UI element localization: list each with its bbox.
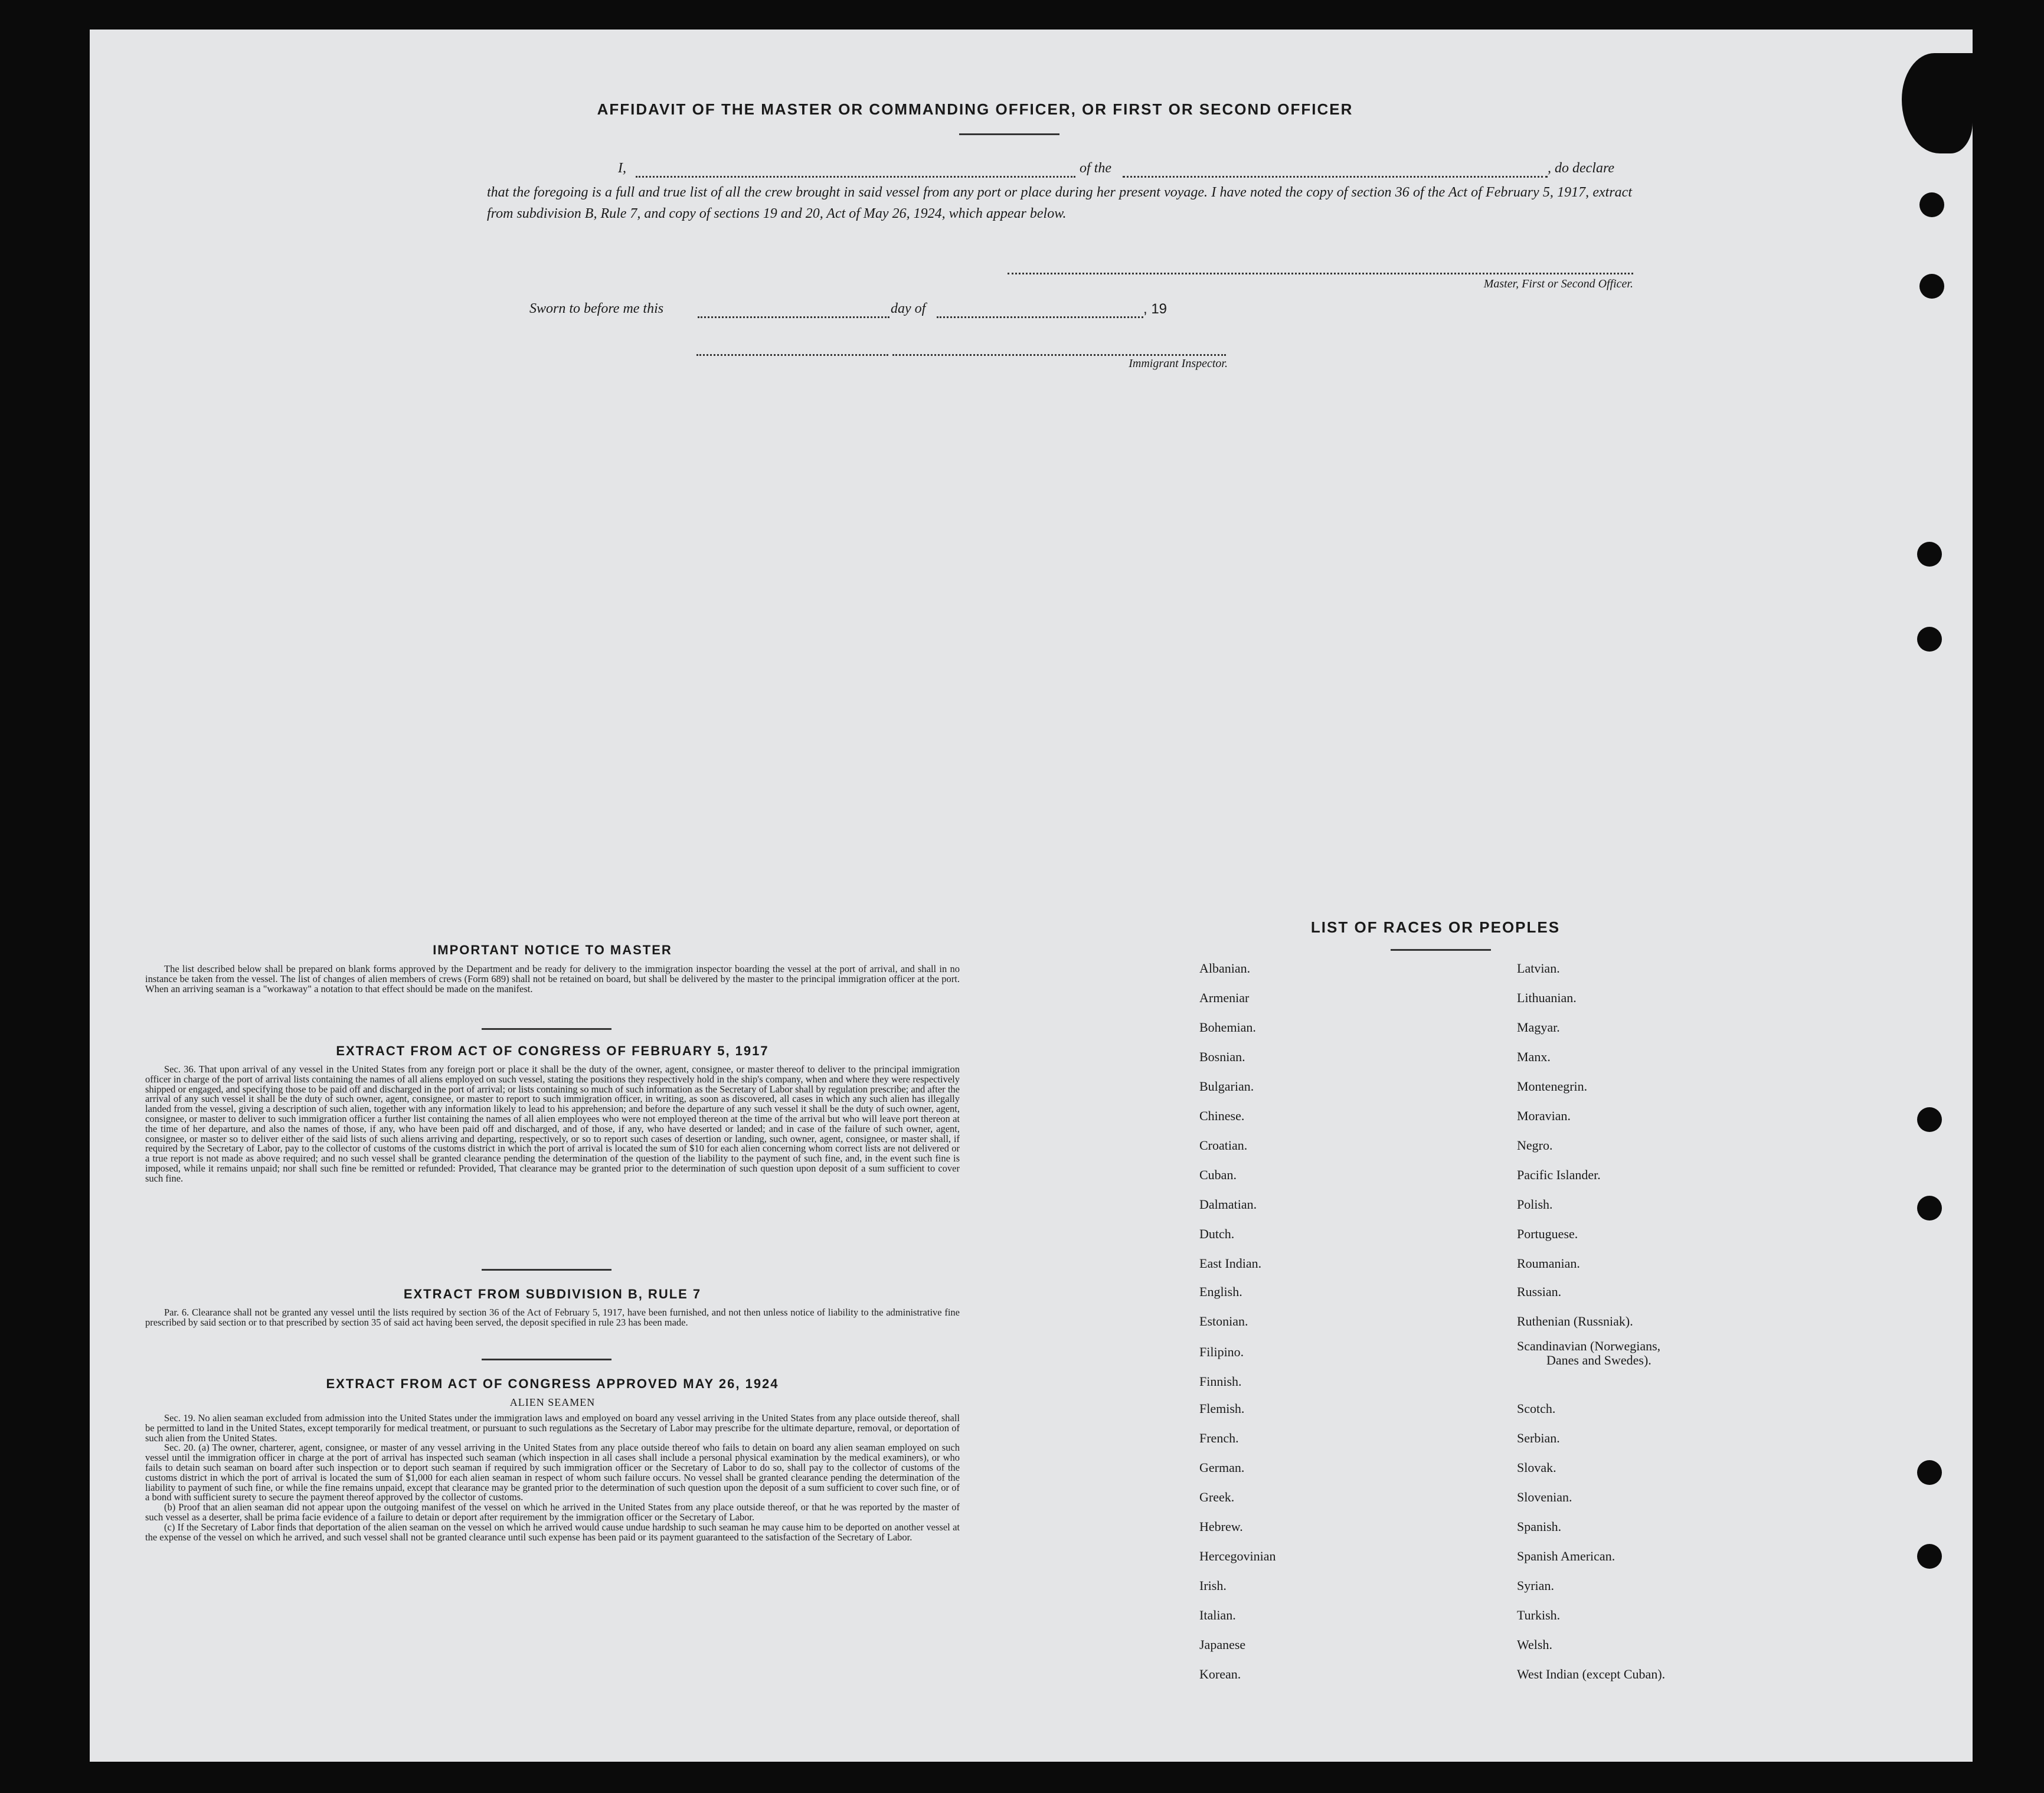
notice-title: IMPORTANT NOTICE TO MASTER: [433, 943, 672, 957]
section-rule-2: [482, 1269, 611, 1271]
affidavit-body: that the foregoing is a full and true list of all the crew brought in said vessel from any port or place during her present voyage. I have noted the copy of section 36 of the Act of February 5, 1917, extract from subdivision B, Rule 7, and copy of sections 19 and 20, Act of May 26, 1924, which appear below.: [487, 185, 1632, 221]
race-item: Cuban.: [1199, 1167, 1237, 1182]
race-item: Scotch.: [1517, 1401, 1556, 1416]
race-item: Moravian.: [1517, 1108, 1571, 1123]
binder-hole-2: [1919, 274, 1944, 299]
vessel-name-field[interactable]: [1123, 176, 1548, 178]
alien-seamen-subtitle: ALIEN SEAMEN: [509, 1396, 596, 1408]
extract-1924-title: EXTRACT FROM ACT OF CONGRESS APPROVED MAY 26, 1924: [326, 1376, 779, 1391]
race-item: Magyar.: [1517, 1020, 1560, 1035]
race-item: Scandinavian (Norwegians,: [1517, 1339, 1661, 1353]
race-item: French.: [1199, 1431, 1239, 1445]
race-item: Lithuanian.: [1517, 990, 1577, 1005]
rule7-text: [145, 1308, 960, 1328]
section-36-paragraph: Sec. 36. That upon arrival of any vessel in the United States from any foreign port or place it shall be the duty of the owner, agent, consignee, or master thereof to deliver to the principal immigration officer in charge of the port of arrival lists containing the names of all aliens employed on such vessel, stating the positions they respectively hold in the ship's company, when and where they were respectively shipped or engaged, and specifying those to be paid off and discharged in the port of arrival; or lists containing so much of such information as the Secretary of Labor shall by regulation prescribe; and after the arrival of any such vessel it shall be the duty of such owner, agent, consignee, or master to report to such immigration officer, in writing, as soon as discovered, all cases in which any such alien has illegally landed from the vessel, giving a description of such alien, together with any information likely to lead to his apprehension; and before the departure of any such vessel it shall be the duty of such owner, agent, consignee, or master to deliver to such immigration officer a further list containing the names of all alien employees who were not employed thereon at the time of the arrival but who will leave port thereon at the time of her departure, and also the names of those, if any, who have been paid off and discharged, and of those, if any, who have deserted or landed; and in case of the failure of such owner, agent, consignee, or master so to deliver either of the said lists of such aliens arriving and departing, respectively, or so to report such cases of desertion or landing, such owner, agent, consignee, or master shall, if required by the Secretary of Labor, pay to the collector of customs of the customs district in which the port of arrival is located the sum of $10 for each alien concerning whom correct lists are not delivered or a true report is not made as above required; and no such vessel shall be granted clearance pending the determination of the question of the liability to the payment of such fine, and, in the event such fine is imposed, while it remains unpaid; nor shall such fine be remitted or refunded: Provided, That clearance may be granted prior to the determination of such question upon deposit of a sum sufficient to cover such fine.: [145, 1064, 960, 1184]
torn-corner-mark: [1902, 53, 1973, 153]
races-title: LIST OF RACES OR PEOPLES: [1310, 918, 1561, 936]
race-item: Turkish.: [1517, 1608, 1561, 1622]
sworn-line: [529, 301, 1297, 322]
form-page: [90, 30, 1973, 1762]
race-item: Korean.: [1199, 1667, 1241, 1681]
race-item: Latvian.: [1517, 961, 1560, 976]
declarant-name-field[interactable]: [636, 176, 1075, 178]
race-item: East Indian.: [1199, 1256, 1262, 1271]
race-item: Flemish.: [1199, 1401, 1245, 1416]
race-item: Armeniar: [1199, 990, 1250, 1005]
race-item: Dutch.: [1199, 1226, 1235, 1241]
affidavit-of-label: of the: [1080, 161, 1111, 176]
affidavit-declare-label: , do declare: [1548, 161, 1615, 176]
race-item: Finnish.: [1199, 1374, 1242, 1389]
race-item: Chinese.: [1199, 1108, 1245, 1123]
binder-hole-6: [1917, 1196, 1942, 1221]
section-rule-1: [482, 1028, 611, 1030]
title-rule: [959, 133, 1059, 135]
day-of-label: day of: [891, 301, 926, 316]
race-item: Slovak.: [1517, 1460, 1556, 1475]
race-item: Welsh.: [1517, 1637, 1552, 1652]
inspector-caption: Immigrant Inspector.: [1129, 357, 1228, 370]
race-item: West Indian (except Cuban).: [1517, 1667, 1666, 1681]
section-20b-paragraph: (b) Proof that an alien seaman did not appear upon the outgoing manifest of the vessel on which he arrived in the United States from any place outside thereof, or that he was reported by the master of such vessel as a deserter, shall be prima facie evidence of a failure to detain or deport after requirement by the immigration officer or the Secretary of Labor.: [145, 1501, 960, 1523]
binder-hole-8: [1917, 1544, 1942, 1569]
affidavit-line1: [529, 161, 1633, 182]
races-title-rule: [1391, 949, 1491, 951]
race-item: Croatian.: [1199, 1138, 1248, 1153]
race-item: Portuguese.: [1517, 1226, 1578, 1241]
extract-1917-text: [145, 1065, 960, 1184]
extract-1917-title: EXTRACT FROM ACT OF CONGRESS OF FEBRUARY 5, 1917: [336, 1043, 769, 1058]
race-item: Roumanian.: [1517, 1256, 1580, 1271]
affidavit-title: AFFIDAVIT OF THE MASTER OR COMMANDING OFFICER, OR FIRST OR SECOND OFFICER: [597, 100, 1353, 118]
inspector-signature-field-a[interactable]: [696, 354, 888, 356]
binder-hole-7: [1917, 1460, 1942, 1485]
race-item: Danes and Swedes).: [1546, 1353, 1651, 1367]
race-item: Pacific Islander.: [1517, 1167, 1601, 1182]
paragraph-6: Par. 6. Clearance shall not be granted any vessel until the lists required by section 36 of the Act of February 5, 1917, have been furnished, and not then unless notice of liability to the administrative fine prescribed by said section or to that prescribed by section 35 of said act having been served, the deposit specified in rule 23 has been made.: [145, 1307, 960, 1328]
section-rule-3: [482, 1359, 611, 1360]
race-item: Bosnian.: [1199, 1049, 1245, 1064]
inspector-signature-field-b[interactable]: [892, 354, 1226, 356]
race-item: Hercegovinian: [1199, 1549, 1276, 1563]
notice-paragraph: The list described below shall be prepared on blank forms approved by the Department and be ready for delivery to the immigration inspector boarding the vessel at the port of arrival, and shall in no instance be taken from the vessel. The list of changes of alien members of crews (Form 689) shall not be retained on board, but shall be delivered by the master to the principal immigration officer at the port. When an arriving seaman is a "workaway" a notation to that effect should be made on the manifest.: [145, 963, 960, 994]
section-20a-paragraph: Sec. 20. (a) The owner, charterer, agent, consignee, or master of any vessel arriving in the United States from any place outside thereof who fails to detain on board any alien seaman employed on such vessel until the immigration officer in charge at the port of arrival has inspected such seaman (which inspection in all cases shall include a personal physical examination by the medical examiners), or who fails to detain such seaman on board after such inspection or to deport such seaman if required by such immigration officer or the Secretary of Labor to do so, shall pay to the collector of customs of the customs district in which the port of arrival is located the sum of $1,000 for each alien seaman in respect of whom such failure occurs. No vessel shall be granted clearance pending the determination of the liability to payment of such fine, or while the fine remains unpaid, except that clearance may be granted prior to the determination of such question upon the deposit of a sum sufficient to cover such fine, or of a bond with sufficient surety to secure the payment thereof approved by the collector of customs.: [145, 1442, 960, 1503]
race-item: Spanish.: [1517, 1519, 1562, 1534]
race-item: Italian.: [1199, 1608, 1236, 1622]
race-item: Russian.: [1517, 1284, 1562, 1299]
race-item: Bohemian.: [1199, 1020, 1256, 1035]
race-item: Montenegrin.: [1517, 1079, 1588, 1094]
section-19-paragraph: Sec. 19. No alien seaman excluded from admission into the United States under the immigration laws and employed on board any vessel arriving in the United States from any place outside thereof, shall be permitted to land in the United States, except temporarily for medical treatment, or pursuant to such regulations as the Secretary of Labor may prescribe for the ultimate departure, removal, or deportation of such alien from the United States.: [145, 1412, 960, 1444]
sworn-month-field[interactable]: [937, 316, 1143, 318]
sworn-label: Sworn to before me this: [529, 301, 664, 316]
race-item: Slovenian.: [1517, 1490, 1572, 1504]
race-item: Manx.: [1517, 1049, 1551, 1064]
race-item: Negro.: [1517, 1138, 1553, 1153]
race-item: Ruthenian (Russniak).: [1517, 1314, 1633, 1329]
race-item: Greek.: [1199, 1490, 1235, 1504]
rule7-title: EXTRACT FROM SUBDIVISION B, RULE 7: [403, 1287, 702, 1301]
race-item: German.: [1199, 1460, 1245, 1475]
race-item: Spanish American.: [1517, 1549, 1615, 1563]
year-label: , 19: [1143, 301, 1167, 317]
race-item: Bulgarian.: [1199, 1079, 1254, 1094]
binder-hole-3: [1917, 542, 1942, 567]
officer-signature-field[interactable]: [1008, 273, 1633, 274]
officer-signature-caption: Master, First or Second Officer.: [1483, 277, 1633, 290]
race-item: Irish.: [1199, 1578, 1227, 1593]
race-item: Hebrew.: [1199, 1519, 1243, 1534]
race-item: Polish.: [1517, 1197, 1553, 1212]
race-item: Dalmatian.: [1199, 1197, 1257, 1212]
binder-hole-1: [1919, 192, 1944, 217]
section-20c-paragraph: (c) If the Secretary of Labor finds that deportation of the alien seaman on the vessel on which he arrived would cause undue hardship to such seaman he may cause him to be deported on another vessel at the expense of the vessel on which he arrived, and such vessel shall not be granted clearance until such expense has been paid or its payment guaranteed to the satisfaction of the Secretary of Labor.: [145, 1521, 960, 1543]
race-item: Filipino.: [1199, 1344, 1244, 1359]
race-item: Albanian.: [1199, 961, 1251, 976]
affidavit-i-label: I,: [618, 161, 626, 176]
binder-hole-4: [1917, 627, 1942, 652]
race-item: Serbian.: [1517, 1431, 1560, 1445]
sworn-day-field[interactable]: [698, 316, 889, 318]
race-item: Estonian.: [1199, 1314, 1248, 1329]
extract-1924-text: [145, 1414, 960, 1542]
race-item: Japanese: [1199, 1637, 1246, 1652]
race-item: Syrian.: [1517, 1578, 1554, 1593]
binder-hole-5: [1917, 1107, 1942, 1132]
race-item: English.: [1199, 1284, 1242, 1299]
notice-text: [145, 964, 960, 994]
